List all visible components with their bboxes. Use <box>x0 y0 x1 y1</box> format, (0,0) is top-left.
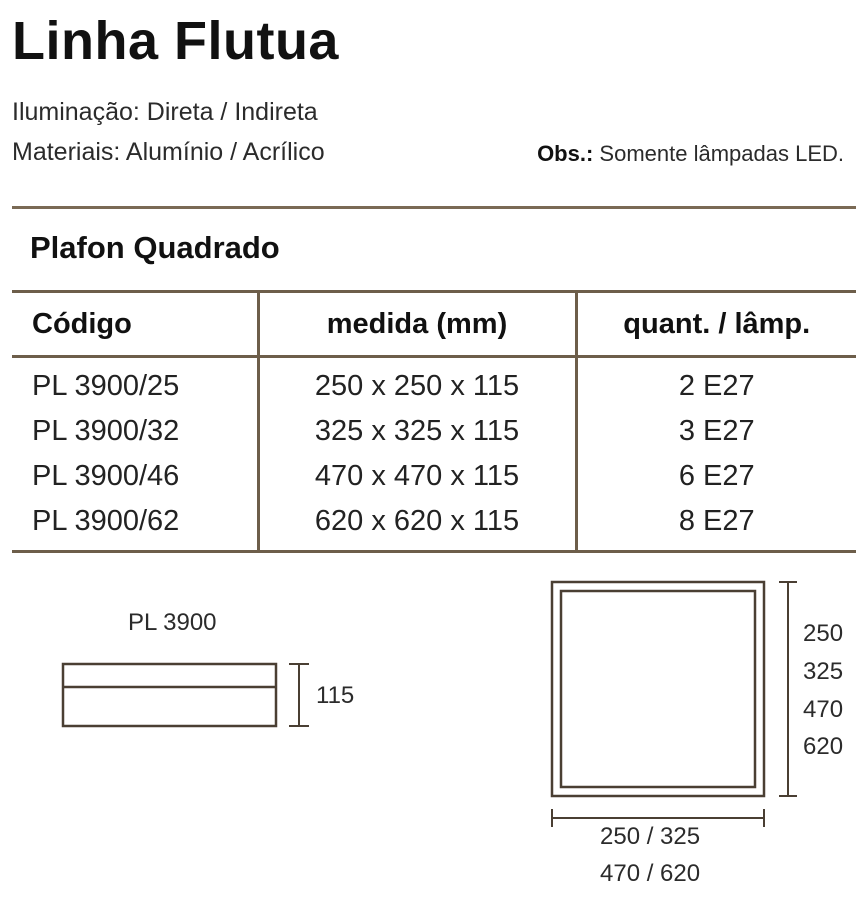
cell-codigo: PL 3900/46 <box>12 454 258 499</box>
side-view-label: PL 3900 <box>128 609 217 636</box>
top-view-width-line1: 250 / 325 <box>600 823 701 850</box>
spec-table <box>12 290 856 553</box>
table-row <box>12 409 856 454</box>
header-codigo: Código <box>12 292 258 357</box>
materials-info: Materiais: Alumínio / Acrílico <box>12 138 325 166</box>
top-view-dim-470: 470 <box>803 696 844 723</box>
top-view-dim-250: 250 <box>803 620 844 647</box>
table-row <box>12 357 856 410</box>
top-view-dim-620: 620 <box>803 733 844 760</box>
obs-label: Obs.: <box>537 141 594 166</box>
cell-medida: 250 x 250 x 115 <box>258 357 576 410</box>
illumination-info: Iluminação: Direta / Indireta <box>12 98 318 126</box>
header-quant: quant. / lâmp. <box>623 307 811 340</box>
table-row <box>12 454 856 499</box>
obs-text: Somente lâmpadas LED. <box>593 141 844 166</box>
table-header-row <box>12 292 856 357</box>
side-view-height: 115 <box>316 682 355 709</box>
divider <box>12 206 856 209</box>
cell-medida: 620 x 620 x 115 <box>258 499 576 552</box>
header-medida: medida (mm) <box>258 292 576 357</box>
page-title: Linha Flutua <box>12 11 339 71</box>
cell-codigo: PL 3900/25 <box>12 357 258 410</box>
technical-drawing <box>0 560 860 901</box>
top-view-outer <box>552 582 764 796</box>
top-view-width-line2: 470 / 620 <box>600 860 701 887</box>
cell-medida: 470 x 470 x 115 <box>258 454 576 499</box>
section-title: Plafon Quadrado <box>30 230 280 265</box>
cell-quant: 8 E27 <box>678 505 755 537</box>
table-row <box>12 499 856 552</box>
top-view-inner <box>561 591 755 787</box>
cell-codigo: PL 3900/62 <box>12 499 258 552</box>
side-view-body <box>63 664 276 726</box>
top-view-dim-325: 325 <box>803 658 844 685</box>
cell-medida: 325 x 325 x 115 <box>258 409 576 454</box>
cell-quant: 3 E27 <box>678 415 755 447</box>
cell-quant: 6 E27 <box>678 460 755 492</box>
cell-codigo: PL 3900/32 <box>12 409 258 454</box>
observation-note <box>537 141 844 167</box>
cell-quant: 2 E27 <box>678 370 755 402</box>
